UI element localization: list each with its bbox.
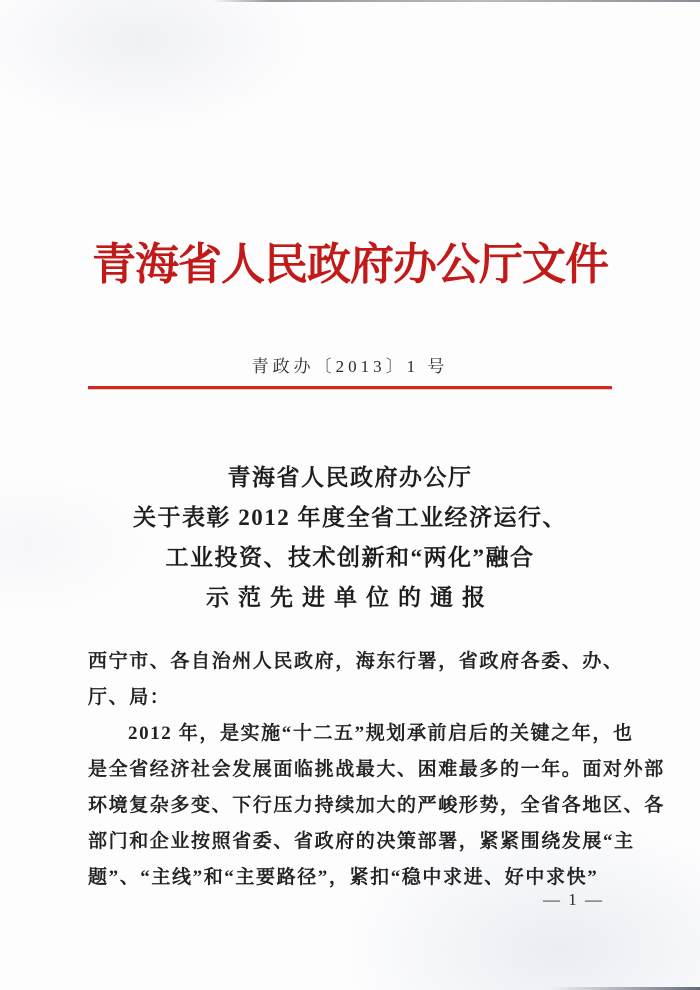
red-separator-rule <box>88 386 612 389</box>
page-number: — 1 — <box>543 890 604 909</box>
document-masthead: 青海省人民政府办公厅文件 <box>92 240 608 289</box>
title-line-1: 青海省人民政府办公厅 <box>227 465 473 490</box>
document-number: 青政办〔2013〕1 号 <box>251 357 449 376</box>
body-salutation-line-2: 厅、局： <box>88 687 171 708</box>
document-body <box>88 644 665 896</box>
document-title <box>50 458 650 618</box>
body-paragraph-line-3: 环境复杂多变、下行压力持续加大的严峻形势，全省各地区、各 <box>88 795 665 816</box>
body-paragraph-line-5: 题”、“主线”和“主要路径”，紧扣“稳中求进、好中求快” <box>88 867 599 888</box>
title-line-3: 工业投资、技术创新和“两化”融合 <box>165 545 535 570</box>
body-paragraph-line-4: 部门和企业按照省委、省政府的决策部署，紧紧围绕发展“主 <box>88 831 635 852</box>
title-line-2: 关于表彰 2012 年度全省工业经济运行、 <box>133 505 567 530</box>
title-line-4: 示范先进单位的通报 <box>206 585 494 610</box>
body-paragraph-line-1: 2012 年，是实施“十二五”规划承前启后的关键之年，也 <box>128 723 634 744</box>
scan-artifact-top-edge <box>212 0 700 2</box>
body-paragraph-line-2: 是全省经济社会发展面临挑战最大、困难最多的一年。面对外部 <box>88 759 665 780</box>
body-salutation-line-1: 西宁市、各自治州人民政府，海东行署，省政府各委、办、 <box>88 651 624 672</box>
